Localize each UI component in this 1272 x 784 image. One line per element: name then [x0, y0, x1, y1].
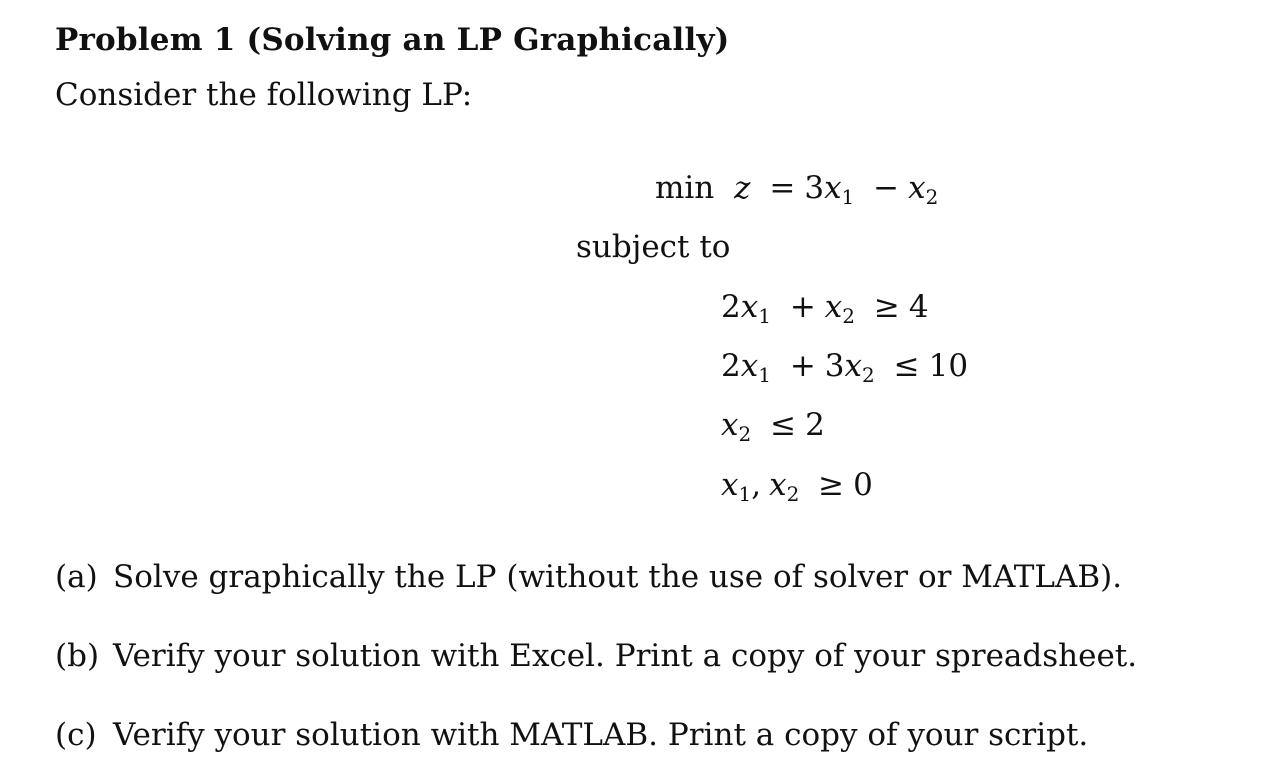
subscript: 2	[925, 185, 939, 209]
var-x: x	[824, 170, 842, 206]
var-x: x	[824, 289, 843, 325]
part-label: (b)	[55, 638, 100, 674]
constraint-3	[721, 407, 825, 446]
var-x: x	[844, 348, 863, 384]
subscript: 2	[842, 304, 856, 328]
part-label: (a)	[55, 559, 98, 595]
problem-intro: Consider the following LP:	[55, 77, 473, 113]
objective-var: z	[734, 170, 751, 206]
constraint-4	[721, 467, 873, 506]
coef: 2	[721, 348, 741, 384]
subscript: 2	[738, 422, 752, 446]
subscript: 1	[738, 482, 752, 506]
var-x: x	[740, 348, 759, 384]
subscript: 1	[758, 363, 771, 387]
var-x: x	[769, 467, 787, 503]
subscript: 2	[786, 482, 800, 506]
part-text: Verify your solution with MATLAB. Print a copy of your script.	[113, 717, 1089, 753]
relation-sign: ≤	[770, 407, 797, 443]
problem-title: Problem 1 (Solving an LP Graphically)	[55, 22, 730, 58]
var-x: x	[908, 170, 926, 206]
relation-sign: ≥	[873, 289, 900, 325]
subscript: 2	[862, 363, 875, 387]
subscript: 1	[758, 304, 771, 328]
rhs-value: 4	[908, 289, 929, 325]
var-x: x	[721, 407, 739, 443]
objective-coef-1: 3	[804, 170, 825, 206]
part-a	[55, 559, 1122, 595]
plus-sign: +	[789, 348, 816, 384]
rhs-value: 10	[928, 348, 969, 384]
objective-function	[655, 170, 939, 209]
rhs-value: 2	[805, 407, 825, 443]
equals-sign: =	[769, 170, 796, 206]
var-x: x	[740, 289, 759, 325]
relation-sign: ≤	[893, 348, 920, 384]
part-b	[55, 638, 1137, 674]
subject-to-label: subject to	[576, 229, 731, 265]
coef: 3	[824, 348, 845, 384]
minus-sign: −	[873, 170, 900, 206]
part-text: Solve graphically the LP (without the use of solver or MATLAB).	[113, 559, 1123, 595]
part-c	[55, 717, 1088, 753]
var-x: x	[721, 467, 739, 503]
relation-sign: ≥	[818, 467, 845, 503]
min-keyword: min	[655, 170, 715, 206]
subscript: 1	[841, 185, 855, 209]
part-text: Verify your solution with Excel. Print a copy of your spreadsheet.	[113, 638, 1138, 674]
part-label: (c)	[55, 717, 97, 753]
constraint-2	[721, 348, 969, 387]
comma: ,	[751, 467, 762, 503]
rhs-value: 0	[853, 467, 873, 503]
coef: 2	[721, 289, 741, 325]
constraint-1	[721, 289, 929, 328]
plus-sign: +	[789, 289, 816, 325]
